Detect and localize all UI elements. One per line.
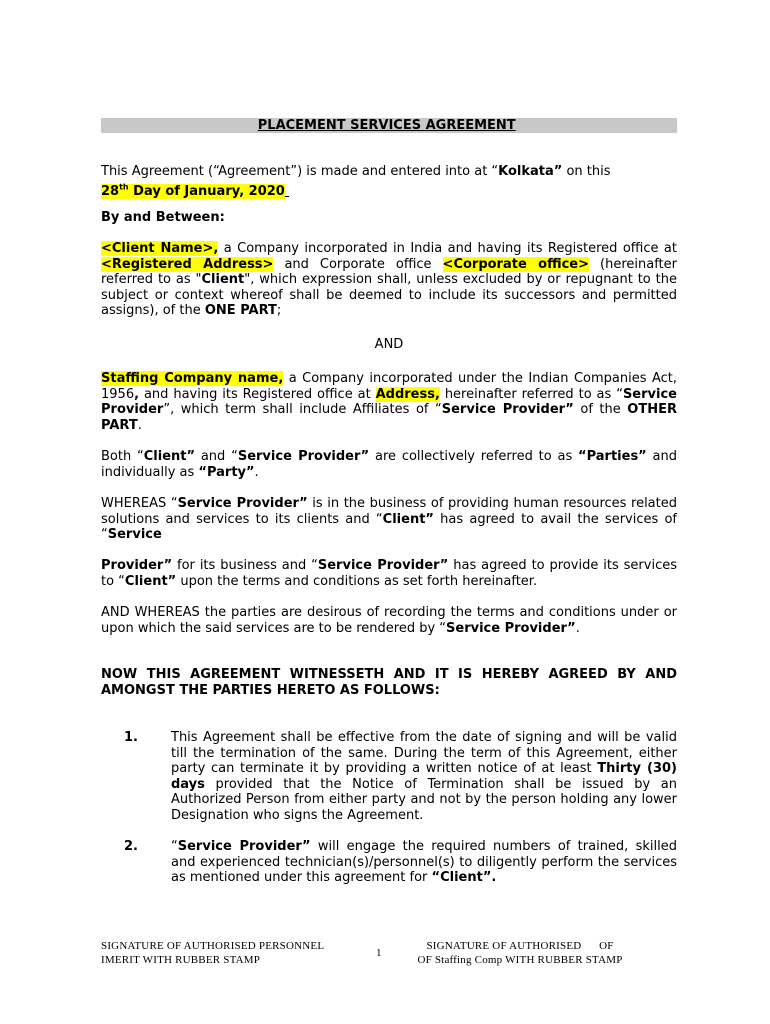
intro-paragraph: This Agreement (“Agreement”) is made and entered into at “Kolkata” on this 28th Day of January, 2020 bbox=[101, 164, 611, 199]
footer-left-signature: SIGNATURE OF AUTHORISED PERSONNEL IMERIT WITH RUBBER STAMP bbox=[101, 940, 325, 966]
clause-number: 1. bbox=[124, 730, 138, 745]
clause-text: “Service Provider” will engage the required numbers of trained, skilled and experienced technician(s)/personnel(s) to diligently perform the services as mentioned under this agreement for “Client”. bbox=[171, 839, 677, 886]
by-and-between-heading: By and Between: bbox=[101, 210, 225, 225]
clause-text: This Agreement shall be effective from the date of signing and will be valid till the termination of the same. During the term of this Agreement, either party can terminate it by providing a written notice of at least Thirty (30) days provided that the Notice of Termination shall be issued by an Authorized Person from either party and not by the person holding any lower Designation who signs the Agreement. bbox=[171, 730, 677, 823]
and-whereas-paragraph: AND WHEREAS the parties are desirous of recording the terms and conditions under or upon which the said services are to be rendered by “Service Provider”. bbox=[101, 605, 677, 636]
provider-paragraph: Provider” for its business and “Service Provider” has agreed to provide its services to “Client” upon the terms and conditions as set forth hereinafter. bbox=[101, 558, 677, 589]
staffing-paragraph: Staffing Company name, a Company incorporated under the Indian Companies Act, 1956, and having its Registered office at Address, hereinafter referred to as “Service Provider”, which term shall include Affiliates of “Service Provider” of the OTHER PART. bbox=[101, 371, 677, 433]
client-paragraph: <Client Name>, a Company incorporated in India and having its Registered office at <Registered Address> and Corporate office <Corporate office> (hereinafter referred to as "Client", which expression shall, unless excluded by or repugnant to the subject or context whereof shall be deemed to include its successors and permitted assigns), of the ONE PART; bbox=[101, 241, 677, 319]
parties-paragraph: Both “Client” and “Service Provider” are collectively referred to as “Parties” and individually as “Party”. bbox=[101, 449, 677, 480]
document-title: PLACEMENT SERVICES AGREEMENT bbox=[257, 118, 516, 133]
witnesseth-heading: NOW THIS AGREEMENT WITNESSETH AND IT IS HEREBY AGREED BY AND AMONGST THE PARTIES HERETO AS FOLLOWS: bbox=[101, 667, 677, 698]
agreement-date: 28th Day of January, 2020 bbox=[101, 182, 285, 199]
whereas-paragraph: WHEREAS “Service Provider” is in the business of providing human resources related solutions and services to its clients and “Client” has agreed to avail the services of “Service bbox=[101, 496, 677, 543]
footer-right-signature: SIGNATURE OF AUTHORISED OF OF Staffing Comp WITH RUBBER STAMP bbox=[417, 940, 623, 966]
and-separator: AND bbox=[374, 337, 404, 352]
clause-number: 2. bbox=[124, 839, 138, 854]
page-number: 1 bbox=[376, 947, 382, 959]
